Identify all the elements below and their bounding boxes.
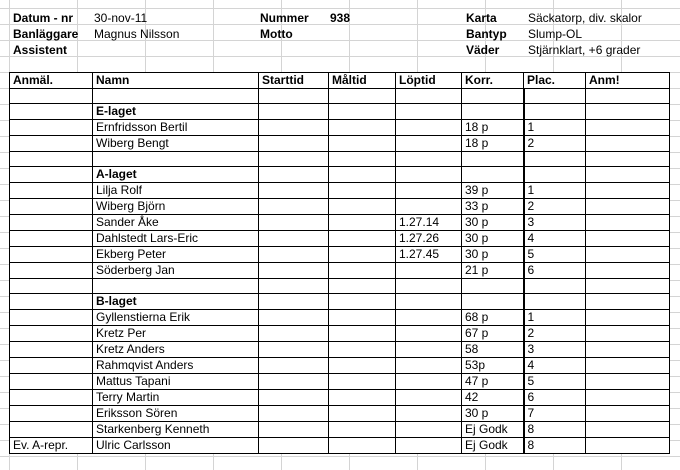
cell-maltid[interactable]	[329, 104, 396, 120]
cell-plac[interactable]: 8	[524, 438, 586, 454]
cell-loptid[interactable]	[396, 358, 462, 374]
cell-starttid[interactable]	[259, 342, 329, 358]
cell-loptid[interactable]: 1.27.45	[396, 247, 462, 263]
table-row	[10, 215, 670, 231]
cell-starttid[interactable]	[259, 120, 329, 136]
cell-anm[interactable]	[586, 390, 670, 406]
cell-starttid[interactable]	[259, 104, 329, 120]
cell-korr[interactable]	[462, 89, 524, 104]
column-header-plac[interactable]: Plac.	[524, 73, 586, 89]
column-header-maltid[interactable]: Måltid	[329, 73, 396, 89]
cell-maltid[interactable]	[329, 310, 396, 326]
cell-loptid[interactable]	[396, 310, 462, 326]
cell-maltid[interactable]	[329, 294, 396, 310]
cell-anm[interactable]	[586, 183, 670, 199]
cell-anmal[interactable]	[10, 231, 93, 247]
cell-loptid[interactable]	[396, 326, 462, 342]
bantyp-label: Bantyp	[466, 27, 507, 41]
cell-anm[interactable]	[586, 294, 670, 310]
nummer-value[interactable]: 938	[330, 11, 351, 25]
cell-namn[interactable]	[93, 152, 259, 167]
cell-starttid[interactable]	[259, 422, 329, 438]
cell-maltid[interactable]	[329, 358, 396, 374]
cell-starttid[interactable]	[259, 167, 329, 183]
cell-namn[interactable]: Kretz Anders	[93, 342, 259, 358]
cell-starttid[interactable]	[259, 279, 329, 294]
table-row	[10, 231, 670, 247]
cell-maltid[interactable]	[329, 390, 396, 406]
banlaggare-value[interactable]: Magnus Nilsson	[94, 27, 180, 41]
table-row	[10, 310, 670, 326]
cell-namn[interactable]	[93, 89, 259, 104]
cell-maltid[interactable]	[329, 199, 396, 215]
cell-namn[interactable]: Ernfridsson Bertil	[93, 120, 259, 136]
cell-anmal[interactable]	[10, 120, 93, 136]
cell-anmal[interactable]: Ev. A-repr.	[10, 438, 93, 454]
cell-korr[interactable]: 33 p	[462, 199, 524, 215]
cell-plac[interactable]: 4	[524, 358, 586, 374]
cell-loptid[interactable]	[396, 390, 462, 406]
cell-korr[interactable]: 18 p	[462, 136, 524, 152]
cell-loptid[interactable]	[396, 406, 462, 422]
cell-loptid[interactable]: 1.27.14	[396, 215, 462, 231]
cell-plac[interactable]	[524, 167, 586, 183]
cell-anmal[interactable]	[10, 104, 93, 120]
cell-starttid[interactable]	[259, 89, 329, 104]
team-header-row	[10, 294, 670, 310]
vader-value[interactable]: Stjärnklart, +6 grader	[528, 43, 641, 57]
cell-plac[interactable]: 1	[524, 120, 586, 136]
cell-anmal[interactable]	[10, 279, 93, 294]
cell-maltid[interactable]	[329, 215, 396, 231]
table-row	[10, 342, 670, 358]
cell-namn[interactable]	[93, 279, 259, 294]
cell-maltid[interactable]	[329, 247, 396, 263]
cell-starttid[interactable]	[259, 263, 329, 279]
cell-korr[interactable]: Ej Godk	[462, 422, 524, 438]
cell-anmal[interactable]	[10, 422, 93, 438]
cell-loptid[interactable]	[396, 136, 462, 152]
cell-korr[interactable]: 47 p	[462, 374, 524, 390]
column-header-namn[interactable]: Namn	[93, 73, 259, 89]
cell-starttid[interactable]	[259, 136, 329, 152]
karta-label: Karta	[466, 11, 497, 25]
cell-namn[interactable]: E-laget	[93, 104, 259, 120]
cell-maltid[interactable]	[329, 279, 396, 294]
cell-anm[interactable]	[586, 406, 670, 422]
table-row	[10, 247, 670, 263]
cell-namn[interactable]: B-laget	[93, 294, 259, 310]
cell-loptid[interactable]	[396, 199, 462, 215]
banlaggare-label: Banläggare	[13, 27, 79, 41]
cell-plac[interactable]: 7	[524, 406, 586, 422]
cell-anm[interactable]	[586, 215, 670, 231]
cell-plac[interactable]: 3	[524, 215, 586, 231]
column-header-anmal[interactable]: Anmäl.	[10, 73, 93, 89]
cell-anmal[interactable]	[10, 390, 93, 406]
column-header-korr[interactable]: Korr.	[462, 73, 524, 89]
cell-loptid[interactable]	[396, 438, 462, 454]
cell-loptid[interactable]	[396, 263, 462, 279]
motto-label: Motto	[260, 27, 293, 41]
cell-starttid[interactable]	[259, 152, 329, 167]
cell-plac[interactable]: 2	[524, 136, 586, 152]
cell-anm[interactable]	[586, 438, 670, 454]
cell-namn[interactable]: Terry Martin	[93, 390, 259, 406]
cell-korr[interactable]: 39 p	[462, 183, 524, 199]
cell-maltid[interactable]	[329, 183, 396, 199]
table-row	[10, 199, 670, 215]
cell-anmal[interactable]	[10, 326, 93, 342]
table-row	[10, 422, 670, 438]
cell-loptid[interactable]	[396, 120, 462, 136]
cell-plac[interactable]	[524, 294, 586, 310]
table-row	[10, 390, 670, 406]
cell-korr[interactable]	[462, 294, 524, 310]
cell-korr[interactable]: 30 p	[462, 215, 524, 231]
cell-korr[interactable]: 30 p	[462, 231, 524, 247]
cell-anm[interactable]	[586, 231, 670, 247]
cell-namn[interactable]: Ekberg Peter	[93, 247, 259, 263]
cell-anm[interactable]	[586, 263, 670, 279]
cell-loptid[interactable]	[396, 279, 462, 294]
table-row	[10, 326, 670, 342]
table-row	[10, 89, 670, 104]
cell-anm[interactable]	[586, 326, 670, 342]
assistent-label: Assistent	[13, 43, 68, 57]
cell-anmal[interactable]	[10, 263, 93, 279]
cell-plac[interactable]: 1	[524, 183, 586, 199]
cell-korr[interactable]	[462, 104, 524, 120]
cell-korr[interactable]: 18 p	[462, 120, 524, 136]
karta-value[interactable]: Säckatorp, div. skalor	[528, 11, 642, 25]
cell-starttid[interactable]	[259, 215, 329, 231]
cell-korr[interactable]: 21 p	[462, 263, 524, 279]
nummer-label: Nummer	[260, 11, 309, 25]
cell-anmal[interactable]	[10, 374, 93, 390]
cell-maltid[interactable]	[329, 326, 396, 342]
cell-anm[interactable]	[586, 279, 670, 294]
cell-starttid[interactable]	[259, 294, 329, 310]
cell-anm[interactable]	[586, 152, 670, 167]
cell-namn[interactable]: Mattus Tapani	[93, 374, 259, 390]
cell-namn[interactable]: Gyllenstierna Erik	[93, 310, 259, 326]
column-header-loptid[interactable]: Löptid	[396, 73, 462, 89]
cell-anmal[interactable]	[10, 247, 93, 263]
cell-plac[interactable]: 1	[524, 310, 586, 326]
cell-anmal[interactable]	[10, 294, 93, 310]
cell-maltid[interactable]	[329, 342, 396, 358]
cell-anm[interactable]	[586, 89, 670, 104]
cell-namn[interactable]: Kretz Per	[93, 326, 259, 342]
cell-plac[interactable]: 3	[524, 342, 586, 358]
cell-namn[interactable]: Sander Åke	[93, 215, 259, 231]
cell-anmal[interactable]	[10, 167, 93, 183]
cell-namn[interactable]: Lilja Rolf	[93, 183, 259, 199]
cell-loptid[interactable]	[396, 294, 462, 310]
cell-plac[interactable]	[524, 152, 586, 167]
bantyp-value[interactable]: Slump-OL	[528, 27, 583, 41]
cell-anmal[interactable]	[10, 183, 93, 199]
cell-loptid[interactable]	[396, 342, 462, 358]
cell-starttid[interactable]	[259, 310, 329, 326]
cell-namn[interactable]: Dahlstedt Lars-Eric	[93, 231, 259, 247]
cell-plac[interactable]: 5	[524, 374, 586, 390]
cell-namn[interactable]: Söderberg Jan	[93, 263, 259, 279]
cell-korr[interactable]: 68 p	[462, 310, 524, 326]
cell-anmal[interactable]	[10, 89, 93, 104]
cell-maltid[interactable]	[329, 438, 396, 454]
cell-namn[interactable]: Wiberg Bengt	[93, 136, 259, 152]
cell-starttid[interactable]	[259, 390, 329, 406]
cell-starttid[interactable]	[259, 358, 329, 374]
cell-loptid[interactable]	[396, 89, 462, 104]
results-table	[9, 72, 670, 454]
cell-plac[interactable]: 4	[524, 231, 586, 247]
cell-anmal[interactable]	[10, 152, 93, 167]
cell-maltid[interactable]	[329, 136, 396, 152]
column-header-anm[interactable]: Anm!	[586, 73, 670, 89]
cell-maltid[interactable]	[329, 167, 396, 183]
cell-anmal[interactable]	[10, 199, 93, 215]
cell-anmal[interactable]	[10, 136, 93, 152]
cell-maltid[interactable]	[329, 89, 396, 104]
cell-plac[interactable]	[524, 104, 586, 120]
cell-plac[interactable]: 2	[524, 326, 586, 342]
cell-korr[interactable]	[462, 279, 524, 294]
cell-starttid[interactable]	[259, 326, 329, 342]
cell-anmal[interactable]	[10, 342, 93, 358]
cell-namn[interactable]: Starkenberg Kenneth	[93, 422, 259, 438]
table-row	[10, 183, 670, 199]
table-row	[10, 120, 670, 136]
cell-starttid[interactable]	[259, 199, 329, 215]
cell-starttid[interactable]	[259, 231, 329, 247]
cell-plac[interactable]: 6	[524, 263, 586, 279]
cell-namn[interactable]: Rahmqvist Anders	[93, 358, 259, 374]
team-header-row	[10, 167, 670, 183]
cell-starttid[interactable]	[259, 406, 329, 422]
cell-loptid[interactable]	[396, 374, 462, 390]
vader-label: Väder	[466, 43, 500, 57]
cell-maltid[interactable]	[329, 263, 396, 279]
cell-anm[interactable]	[586, 358, 670, 374]
cell-maltid[interactable]	[329, 374, 396, 390]
datum-label: Datum - nr	[13, 11, 73, 25]
cell-maltid[interactable]	[329, 406, 396, 422]
cell-korr[interactable]	[462, 167, 524, 183]
header-row	[10, 73, 670, 89]
cell-namn[interactable]: A-laget	[93, 167, 259, 183]
cell-anm[interactable]	[586, 136, 670, 152]
cell-loptid[interactable]	[396, 104, 462, 120]
cell-starttid[interactable]	[259, 183, 329, 199]
cell-anmal[interactable]	[10, 215, 93, 231]
table-row	[10, 152, 670, 167]
cell-anmal[interactable]	[10, 310, 93, 326]
cell-loptid[interactable]	[396, 183, 462, 199]
cell-namn[interactable]: Wiberg Björn	[93, 199, 259, 215]
cell-anm[interactable]	[586, 199, 670, 215]
cell-korr[interactable]: 67 p	[462, 326, 524, 342]
cell-namn[interactable]: Eriksson Sören	[93, 406, 259, 422]
cell-starttid[interactable]	[259, 438, 329, 454]
cell-korr[interactable]	[462, 152, 524, 167]
table-row	[10, 438, 670, 454]
cell-anm[interactable]	[586, 342, 670, 358]
cell-anm[interactable]	[586, 374, 670, 390]
cell-maltid[interactable]	[329, 422, 396, 438]
cell-plac[interactable]	[524, 89, 586, 104]
table-row	[10, 136, 670, 152]
column-header-starttid[interactable]: Starttid	[259, 73, 329, 89]
cell-starttid[interactable]	[259, 374, 329, 390]
team-header-row	[10, 104, 670, 120]
cell-plac[interactable]: 8	[524, 422, 586, 438]
cell-starttid[interactable]	[259, 247, 329, 263]
table-row	[10, 358, 670, 374]
cell-plac[interactable]: 6	[524, 390, 586, 406]
cell-korr[interactable]: Ej Godk	[462, 438, 524, 454]
cell-anm[interactable]	[586, 310, 670, 326]
cell-anmal[interactable]	[10, 406, 93, 422]
cell-maltid[interactable]	[329, 120, 396, 136]
cell-loptid[interactable]	[396, 167, 462, 183]
cell-anm[interactable]	[586, 167, 670, 183]
cell-anm[interactable]	[586, 104, 670, 120]
cell-anm[interactable]	[586, 422, 670, 438]
cell-loptid[interactable]	[396, 152, 462, 167]
cell-anmal[interactable]	[10, 358, 93, 374]
cell-korr[interactable]: 58	[462, 342, 524, 358]
table-row	[10, 374, 670, 390]
cell-plac[interactable]: 5	[524, 247, 586, 263]
cell-loptid[interactable]	[396, 422, 462, 438]
cell-namn[interactable]: Ulric Carlsson	[93, 438, 259, 454]
cell-maltid[interactable]	[329, 152, 396, 167]
table-row	[10, 263, 670, 279]
table-row	[10, 279, 670, 294]
cell-anm[interactable]	[586, 120, 670, 136]
cell-korr[interactable]: 30 p	[462, 406, 524, 422]
table-row	[10, 406, 670, 422]
cell-anm[interactable]	[586, 247, 670, 263]
cell-maltid[interactable]	[329, 231, 396, 247]
cell-loptid[interactable]: 1.27.26	[396, 231, 462, 247]
cell-korr[interactable]: 42	[462, 390, 524, 406]
cell-korr[interactable]: 30 p	[462, 247, 524, 263]
cell-plac[interactable]	[524, 279, 586, 294]
cell-plac[interactable]: 2	[524, 199, 586, 215]
cell-korr[interactable]: 53p	[462, 358, 524, 374]
datum-value[interactable]: 30-nov-11	[94, 11, 148, 25]
